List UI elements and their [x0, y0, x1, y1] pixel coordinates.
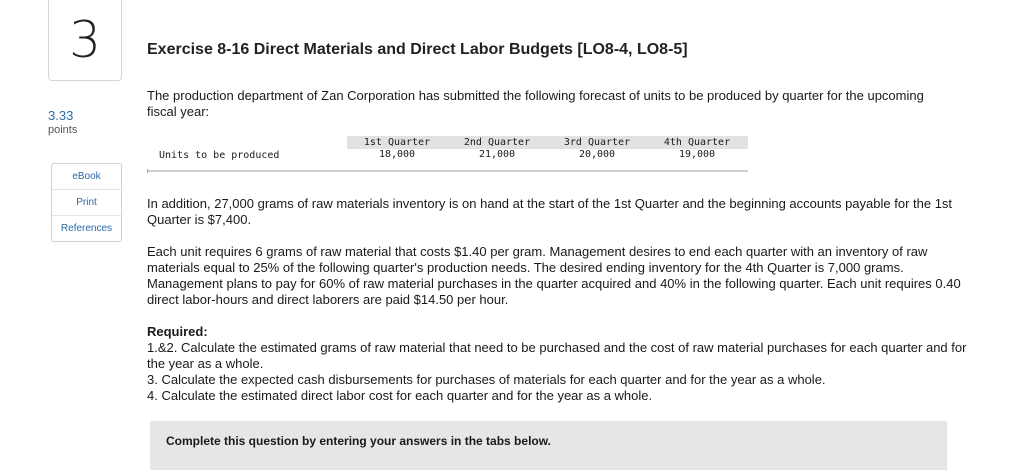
forecast-header-q1: 1st Quarter: [363, 137, 431, 148]
print-link[interactable]: Print: [52, 190, 121, 216]
references-link[interactable]: References: [60, 223, 113, 234]
exercise-intro: The production department of Zan Corporation has submitted the following forecast of units to be produced by quarter for the upcoming fiscal year:: [147, 88, 924, 119]
resource-sidebar: [51, 163, 122, 242]
forecast-tick: [147, 169, 148, 173]
points-block: [48, 108, 77, 136]
required-section: [147, 324, 982, 404]
forecast-header-q3: 3rd Quarter: [563, 137, 631, 148]
exercise-title: Exercise 8-16 Direct Materials and Direct Labor Budgets [LO8-4, LO8-5]: [147, 41, 688, 58]
required-item-3: 3. Calculate the expected cash disbursements for purchases of materials for each quarter and for the year as a whole.: [147, 372, 826, 387]
forecast-value-q1: 18,000: [378, 149, 416, 160]
question-number: 3: [48, 0, 122, 81]
ebook-link[interactable]: eBook: [52, 164, 121, 190]
required-title: Required:: [147, 324, 208, 339]
forecast-value-q3: 20,000: [578, 149, 616, 160]
forecast-value-q4: 19,000: [678, 149, 716, 160]
forecast-col-q1: [347, 137, 447, 161]
forecast-col-q4: [647, 137, 747, 161]
forecast-divider: [147, 170, 748, 172]
requirements-paragraph: Each unit requires 6 grams of raw material that costs $1.40 per gram. Management desires to end each quarter with an inventory of raw materials equal to 25% of the following quarter's production needs. The desired ending inventory for the 4th Quarter is 7,000 grams. Management plans to pay for 60% of raw material purchases in the quarter acquired and 40% in the following quarter. Each unit requires 0.40 direct labor-hours and direct laborers are paid $14.50 per hour.: [147, 244, 961, 307]
inventory-paragraph: In addition, 27,000 grams of raw materials inventory is on hand at the start of the 1st Quarter and the beginning accounts payable for the 1st Quarter is $7,400.: [147, 196, 953, 227]
forecast-header-q4: 4th Quarter: [663, 137, 731, 148]
points-value: 3.33: [48, 108, 74, 123]
forecast-col-q3: [547, 137, 647, 161]
answer-tabs-banner: [150, 421, 947, 470]
forecast-table: [147, 136, 748, 172]
forecast-col-q2: [447, 137, 547, 161]
forecast-header-q2: 2nd Quarter: [463, 137, 531, 148]
answer-prompt: Complete this question by entering your answers in the tabs below.: [166, 434, 551, 448]
points-label: points: [48, 124, 78, 136]
forecast-value-q2: 21,000: [478, 149, 516, 160]
required-item-4: 4. Calculate the estimated direct labor cost for each quarter and for the year as a whole.: [147, 388, 653, 403]
forecast-row-label: Units to be produced: [159, 150, 280, 161]
required-item-1-2: 1.&2. Calculate the estimated grams of raw material that need to be purchased and the cost of raw material purchases for each quarter and for the year as a whole.: [147, 340, 967, 371]
